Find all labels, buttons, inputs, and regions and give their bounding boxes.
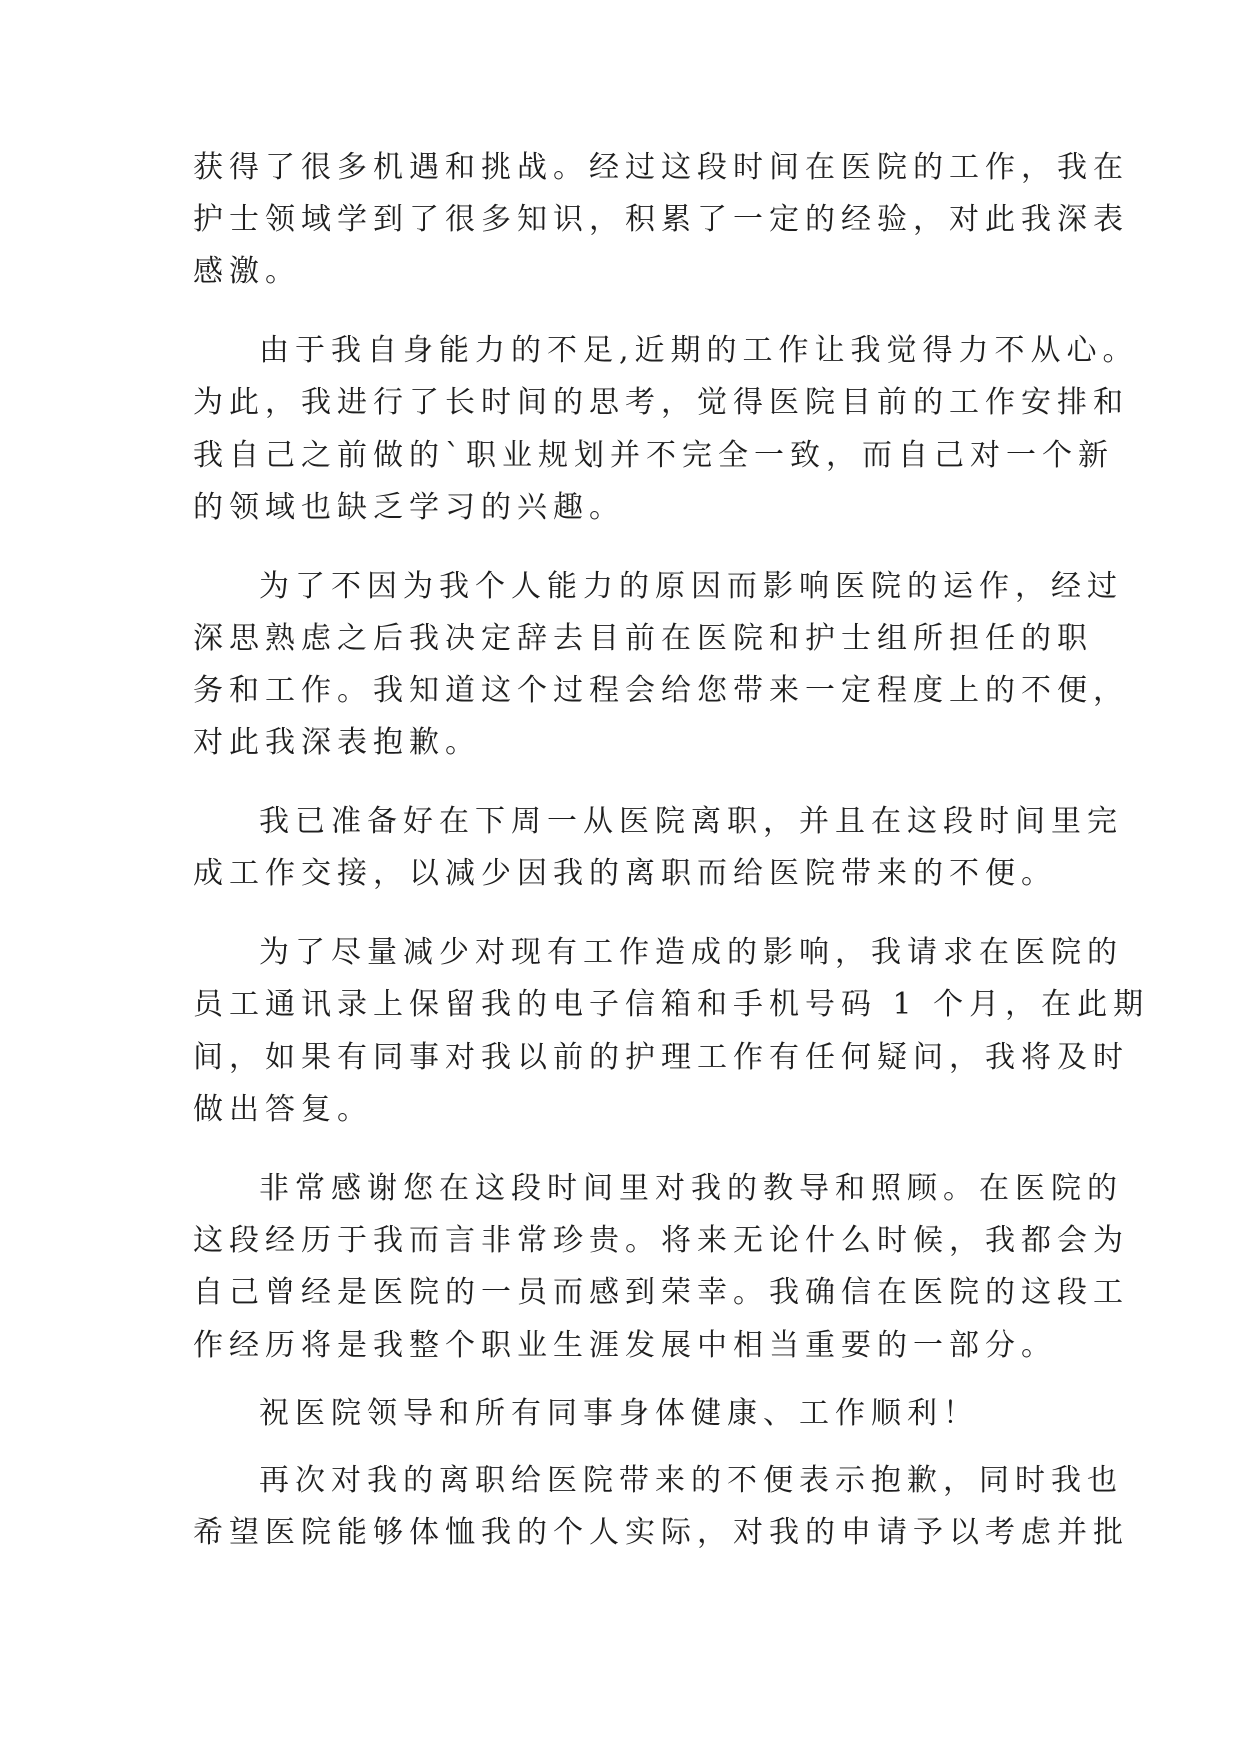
paragraph-line: 为了尽量减少对现有工作造成的影响，我请求在医院的 — [259, 935, 1123, 970]
paragraph-line: 这段经历于我而言非常珍贵。将来无论什么时候，我都会为 — [193, 1223, 1129, 1258]
paragraph-line: 作经历将是我整个职业生涯发展中相当重要的一部分。 — [193, 1328, 1057, 1363]
paragraph-line: 护士领域学到了很多知识，积累了一定的经验，对此我深表 — [193, 202, 1129, 237]
paragraph-line: 员工通讯录上保留我的电子信箱和手机号码 1 个月，在此期 — [193, 987, 1150, 1022]
paragraph-line: 希望医院能够体恤我的个人实际，对我的申请予以考虑并批 — [193, 1515, 1129, 1550]
paragraph-line: 再次对我的离职给医院带来的不便表示抱歉，同时我也 — [259, 1463, 1123, 1498]
paragraph-line: 为此，我进行了长时间的思考，觉得医院目前的工作安排和 — [193, 385, 1129, 420]
paragraph-line: 深思熟虑之后我决定辞去目前在医院和护士组所担任的职 — [193, 621, 1093, 656]
paragraph-line: 非常感谢您在这段时间里对我的教导和照顾。在医院的 — [259, 1171, 1123, 1206]
paragraph-line: 间，如果有同事对我以前的护理工作有任何疑问，我将及时 — [193, 1040, 1129, 1075]
paragraph-line: 我自己之前做的`职业规划并不完全一致，而自己对一个新 — [193, 438, 1114, 473]
paragraph-line: 我已准备好在下周一从医院离职，并且在这段时间里完 — [259, 804, 1123, 839]
paragraph-line: 务和工作。我知道这个过程会给您带来一定程度上的不便， — [193, 673, 1129, 708]
paragraph-line: 成工作交接，以减少因我的离职而给医院带来的不便。 — [193, 856, 1057, 891]
paragraph-line: 为了不因为我个人能力的原因而影响医院的运作，经过 — [259, 569, 1123, 604]
paragraph-line: 做出答复。 — [193, 1092, 373, 1127]
paragraph-line: 感激。 — [193, 254, 301, 289]
paragraph-line: 的领域也缺乏学习的兴趣。 — [193, 490, 625, 525]
paragraph-line: 由于我自身能力的不足,近期的工作让我觉得力不从心。 — [259, 333, 1139, 368]
paragraph-line: 自己曾经是医院的一员而感到荣幸。我确信在医院的这段工 — [193, 1275, 1129, 1310]
paragraph-line: 对此我深表抱歉。 — [193, 725, 481, 760]
paragraph-line: 祝医院领导和所有同事身体健康、工作顺利！ — [259, 1396, 979, 1431]
paragraph-line: 获得了很多机遇和挑战。经过这段时间在医院的工作，我在 — [193, 150, 1129, 185]
